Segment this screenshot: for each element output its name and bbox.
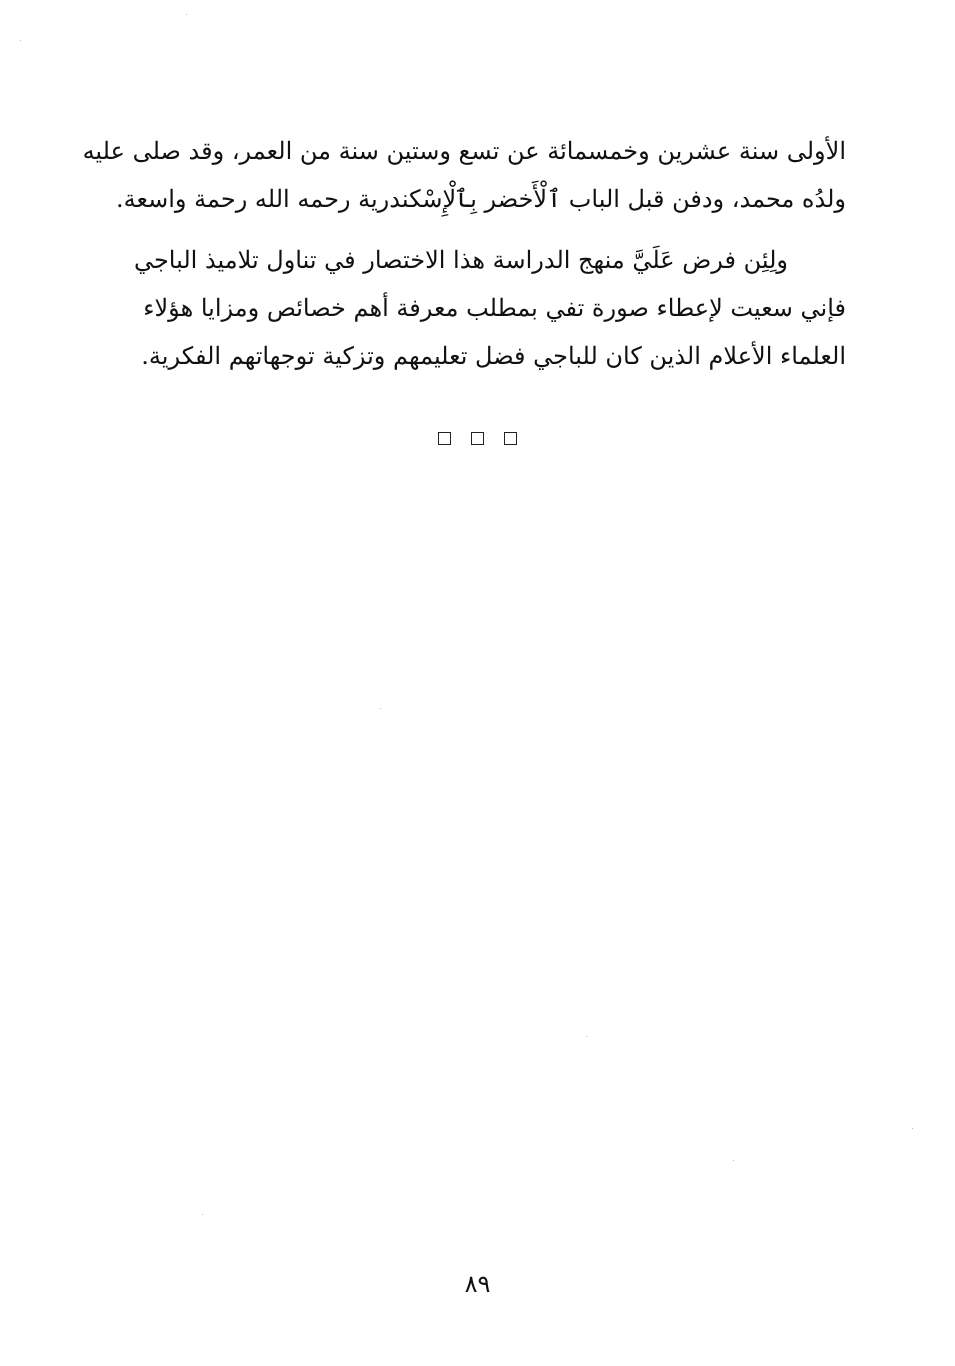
section-separator (0, 432, 955, 445)
paragraph-1-line-1: الأولى سنة عشرين وخمسمائة عن تسع وستين سنة من العمر، وقد صلى عليه (82, 137, 846, 165)
paragraph-2 (133, 236, 846, 380)
scan-speck (733, 1160, 734, 1161)
scan-speck (202, 1214, 203, 1215)
paragraph-1 (82, 127, 846, 223)
page-number: ٨٩ (464, 1270, 491, 1298)
paragraph-2-line-3: العلماء الأعلام الذين كان للباجي فضل تعليمهم وتزكية توجهاتهم الفكرية. (141, 342, 846, 370)
scan-speck (186, 14, 187, 15)
paragraph-2-line-1: ولِئِن فرض عَلَيَّ منهج الدراسة هذا الاختصار في تناول تلاميذ الباجي (133, 246, 788, 274)
scan-speck (586, 1036, 587, 1037)
separator-square-icon (471, 432, 484, 445)
scan-speck (912, 1128, 913, 1129)
separator-square-icon (438, 432, 451, 445)
scan-speck (20, 40, 21, 41)
separator-square-icon (504, 432, 517, 445)
scan-speck (380, 708, 381, 709)
paragraph-2-line-2: فإني سعيت لإعطاء صورة تفي بمطلب معرفة أهم خصائص ومزايا هؤلاء (143, 294, 846, 322)
paragraph-1-line-2: ولدُه محمد، ودفن قبل الباب ٱلْأَخضر بِٱلْإِسْكندرية رحمه الله رحمة واسعة. (116, 185, 846, 213)
